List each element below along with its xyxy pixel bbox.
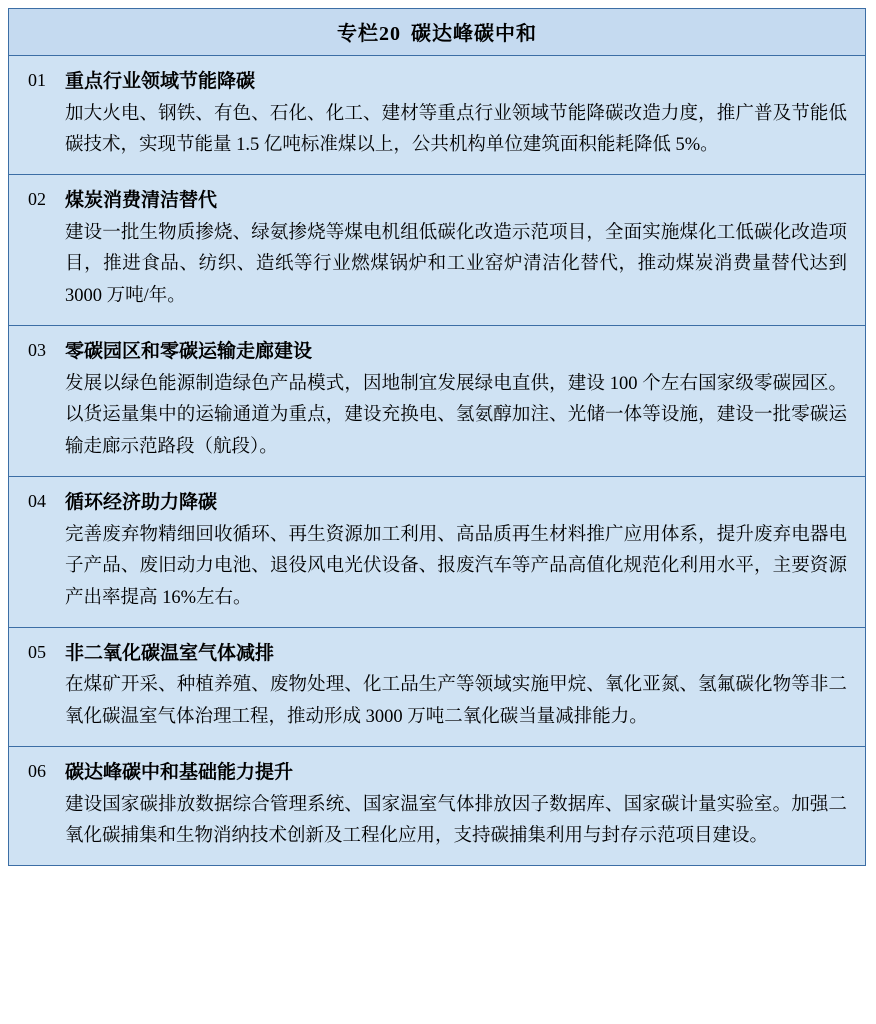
feature-box <box>8 8 866 866</box>
table-row <box>9 56 865 175</box>
item-heading: 碳达峰碳中和基础能力提升 <box>65 762 294 784</box>
table-row <box>9 477 865 628</box>
table-row <box>9 747 865 865</box>
item-number: 02 <box>28 189 46 210</box>
item-heading: 重点行业领域节能降碳 <box>65 71 256 92</box>
panel-title <box>9 9 865 56</box>
item-text: 发展以绿色能源制造绿色产品模式，因地制宜发展绿电直供，建设 100 个左右国家级零碳园区。以货运量集中的运输通道为重点，建设充换电、氢氨醇加注、光储一体等设施，建设一批零碳运输走廊示范路段（航段）。 <box>65 373 847 458</box>
item-body <box>65 747 865 865</box>
item-body <box>65 628 865 746</box>
item-heading: 煤炭消费清洁替代 <box>65 190 218 212</box>
item-number: 01 <box>28 70 46 90</box>
item-body <box>65 56 865 174</box>
item-number: 06 <box>28 761 46 782</box>
item-text: 在煤矿开采、种植养殖、废物处理、化工品生产等领域实施甲烷、氧化亚氮、氢氟碳化物等非二氧化碳温室气体治理工程，推动形成 3000 万吨二氧化碳当量减排能力。 <box>65 675 847 728</box>
table-row <box>9 326 865 477</box>
item-text: 加大火电、钢铁、有色、石化、化工、建材等重点行业领域节能降碳改造力度，推广普及节能低碳技术，实现节能量 1.5 亿吨标准煤以上，公共机构单位建筑面积能耗降低 5%。 <box>65 103 847 156</box>
item-body <box>65 175 865 325</box>
item-body <box>65 326 865 476</box>
table-row <box>9 175 865 326</box>
table-row <box>9 628 865 747</box>
item-heading: 循环经济助力降碳 <box>65 492 218 513</box>
item-heading: 非二氧化碳温室气体减排 <box>65 642 275 664</box>
item-number: 04 <box>28 491 46 511</box>
item-body <box>65 477 865 627</box>
item-heading: 零碳园区和零碳运输走廊建设 <box>65 341 313 363</box>
panel-title-text: 碳达峰碳中和 <box>411 23 537 45</box>
panel-title-number: 专栏20 <box>337 23 401 45</box>
item-number: 05 <box>28 641 46 662</box>
item-text: 完善废弃物精细回收循环、再生资源加工利用、高品质再生材料推广应用体系，提升废弃电器电子产品、废旧动力电池、退役风电光伏设备、报废汽车等产品高值化规范化利用水平，主要资源产出率提高 16%左右。 <box>65 524 847 609</box>
item-text: 建设国家碳排放数据综合管理系统、国家温室气体排放因子数据库、国家碳计量实验室。加强二氧化碳捕集和生物消纳技术创新及工程化应用，支持碳捕集利用与封存示范项目建设。 <box>65 794 847 847</box>
item-text: 建设一批生物质掺烧、绿氨掺烧等煤电机组低碳化改造示范项目，全面实施煤化工低碳化改造项目，推进食品、纺织、造纸等行业燃煤锅炉和工业窑炉清洁化替代，推动煤炭消费量替代达到 3000 万吨/年。 <box>65 222 847 307</box>
item-number: 03 <box>28 340 46 361</box>
